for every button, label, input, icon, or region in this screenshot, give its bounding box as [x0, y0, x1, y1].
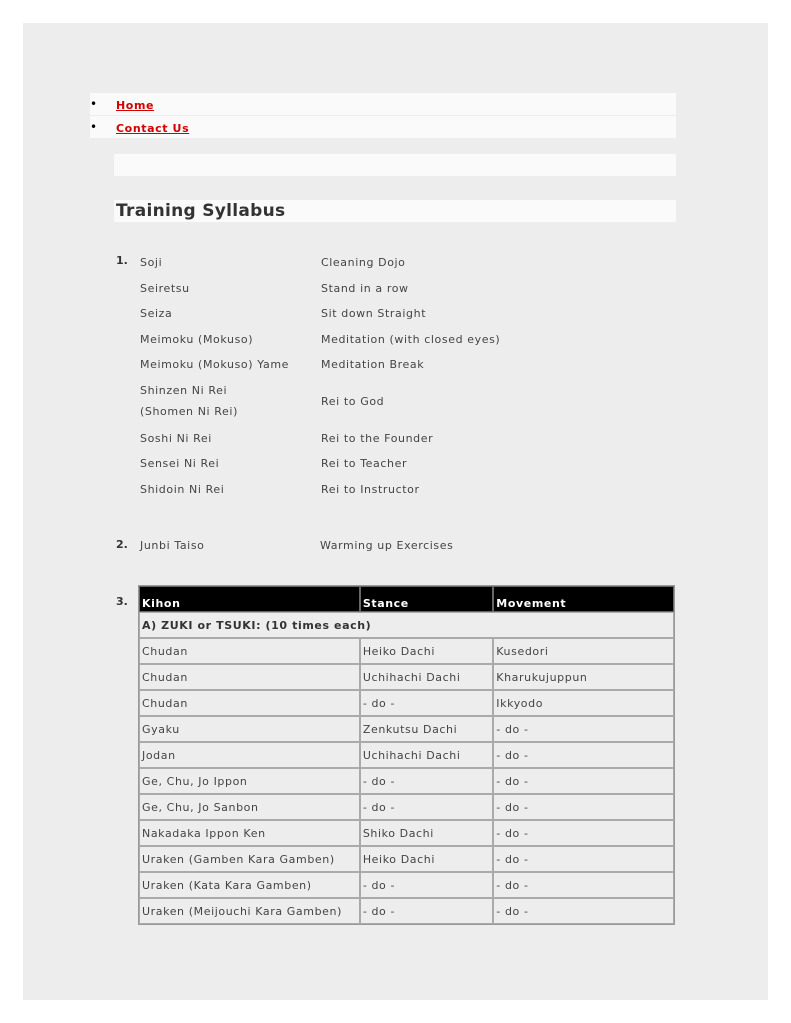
meaning: Meditation (with closed eyes) — [321, 333, 501, 346]
cell-movement: - do - — [493, 742, 674, 768]
term: Sensei Ni Rei — [140, 457, 220, 470]
term: Seiza — [140, 307, 173, 320]
cell-kihon: Nakadaka Ippon Ken — [139, 820, 360, 846]
cell-movement: - do - — [493, 794, 674, 820]
cell-kihon: Uraken (Gamben Kara Gamben) — [139, 846, 360, 872]
cell-kihon: Uraken (Kata Kara Gamben) — [139, 872, 360, 898]
empty-banner — [114, 154, 676, 176]
table-row — [139, 742, 674, 768]
section-number: 2. — [116, 538, 128, 551]
term: Soji — [140, 256, 163, 269]
bullet-icon: • — [90, 120, 98, 134]
cell-movement: - do - — [493, 716, 674, 742]
cell-kihon: Chudan — [139, 690, 360, 716]
cell-stance: Heiko Dachi — [360, 638, 493, 664]
term: Junbi Taiso — [140, 539, 205, 552]
table-subheading: A) ZUKI or TSUKI: (10 times each) — [139, 612, 674, 638]
page-title: Training Syllabus — [116, 201, 286, 221]
cell-stance: - do - — [360, 690, 493, 716]
table-row — [139, 872, 674, 898]
kihon-table — [138, 585, 675, 925]
section-number: 1. — [116, 254, 128, 267]
term: Shinzen Ni Rei — [140, 384, 228, 397]
cell-movement: Kharukujuppun — [493, 664, 674, 690]
table-subheading-row — [139, 612, 674, 638]
table-row — [139, 638, 674, 664]
title-bar — [114, 200, 676, 222]
meaning: Stand in a row — [321, 282, 409, 295]
cell-movement: - do - — [493, 898, 674, 924]
meaning: Rei to God — [321, 395, 385, 408]
cell-movement: Ikkyodo — [493, 690, 674, 716]
cell-kihon: Jodan — [139, 742, 360, 768]
column-header-stance: Stance — [360, 586, 493, 612]
term: Meimoku (Mokuso) — [140, 333, 254, 346]
nav-menu — [90, 93, 676, 139]
cell-stance: Uchihachi Dachi — [360, 742, 493, 768]
term-alt: (Shomen Ni Rei) — [140, 405, 238, 418]
term: Soshi Ni Rei — [140, 432, 212, 445]
cell-kihon: Uraken (Meijouchi Kara Gamben) — [139, 898, 360, 924]
table-row — [139, 664, 674, 690]
column-header-movement: Movement — [493, 586, 674, 612]
cell-stance: Zenkutsu Dachi — [360, 716, 493, 742]
nav-item-home — [90, 93, 676, 116]
cell-stance: - do - — [360, 794, 493, 820]
cell-kihon: Gyaku — [139, 716, 360, 742]
contact-us-link[interactable]: Contact Us — [116, 122, 190, 135]
cell-movement: - do - — [493, 768, 674, 794]
meaning: Rei to Instructor — [321, 483, 420, 496]
cell-movement: - do - — [493, 846, 674, 872]
meaning: Rei to the Founder — [321, 432, 434, 445]
table-row — [139, 794, 674, 820]
table-header-row — [139, 586, 674, 612]
home-link[interactable]: Home — [116, 99, 155, 112]
term: Seiretsu — [140, 282, 190, 295]
term: Shidoin Ni Rei — [140, 483, 225, 496]
meaning: Sit down Straight — [321, 307, 427, 320]
meaning: Warming up Exercises — [320, 539, 454, 552]
term: Meimoku (Mokuso) Yame — [140, 358, 290, 371]
table-row — [139, 768, 674, 794]
cell-kihon: Ge, Chu, Jo Ippon — [139, 768, 360, 794]
meaning: Rei to Teacher — [321, 457, 408, 470]
cell-stance: - do - — [360, 898, 493, 924]
nav-item-contact — [90, 116, 676, 139]
meaning: Cleaning Dojo — [321, 256, 406, 269]
cell-stance: - do - — [360, 768, 493, 794]
cell-kihon: Ge, Chu, Jo Sanbon — [139, 794, 360, 820]
cell-movement: Kusedori — [493, 638, 674, 664]
cell-stance: Uchihachi Dachi — [360, 664, 493, 690]
table-row — [139, 716, 674, 742]
table-row — [139, 820, 674, 846]
cell-kihon: Chudan — [139, 638, 360, 664]
cell-kihon: Chudan — [139, 664, 360, 690]
cell-stance: Heiko Dachi — [360, 846, 493, 872]
cell-stance: Shiko Dachi — [360, 820, 493, 846]
section-number: 3. — [116, 595, 128, 608]
meaning: Meditation Break — [321, 358, 425, 371]
cell-stance: - do - — [360, 872, 493, 898]
bullet-icon: • — [90, 97, 98, 111]
column-header-kihon: Kihon — [139, 586, 360, 612]
table-row — [139, 690, 674, 716]
table-row — [139, 898, 674, 924]
cell-movement: - do - — [493, 820, 674, 846]
cell-movement: - do - — [493, 872, 674, 898]
table-row — [139, 846, 674, 872]
